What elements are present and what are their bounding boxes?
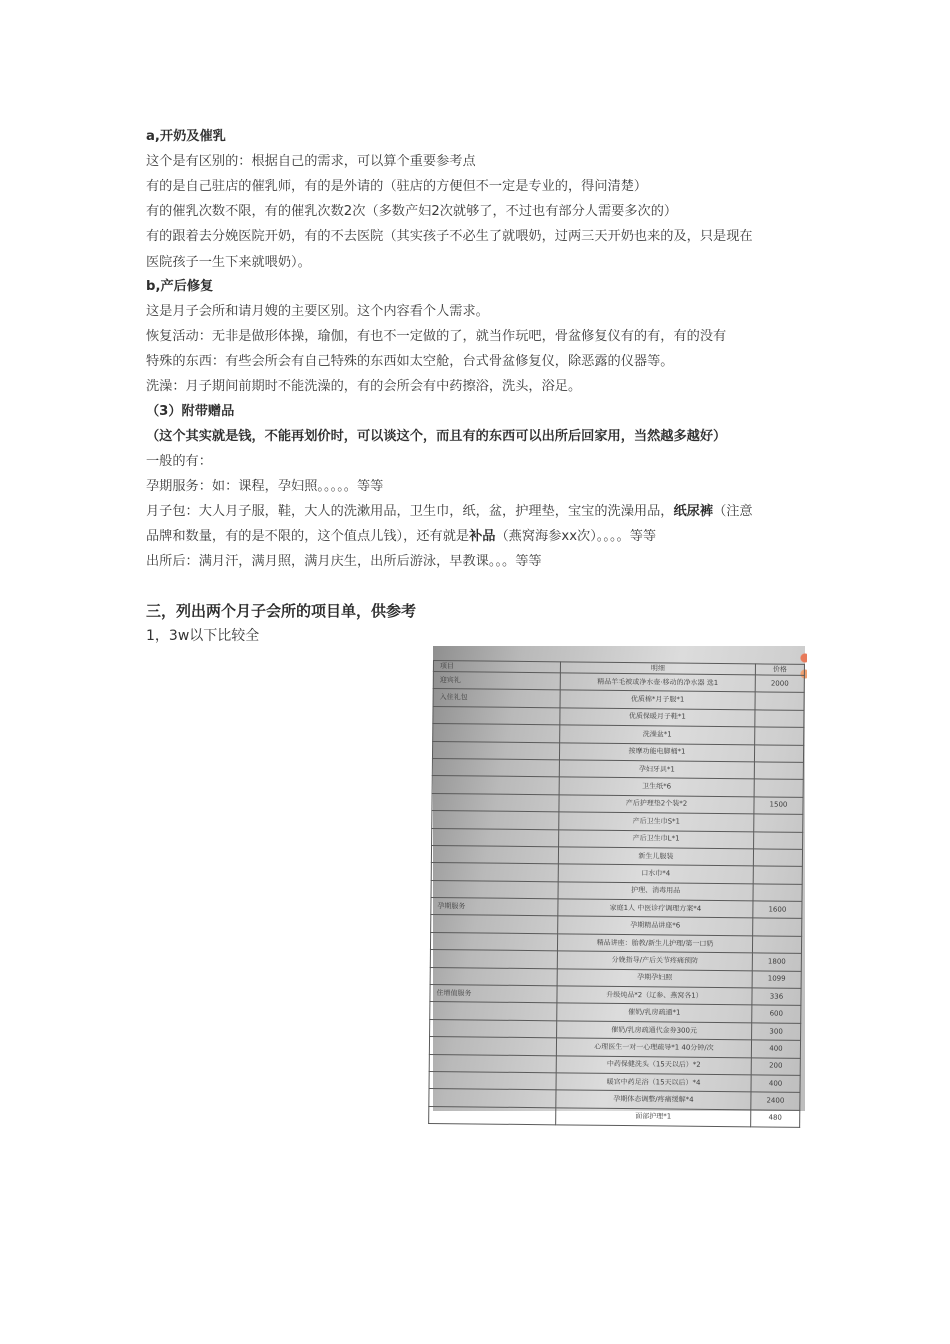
table-cell-cat [431,845,558,864]
paragraph-line [146,152,476,172]
table-cell-cat [432,828,559,847]
line-text: 这个是有区别的：根据自己的需求，可以算个重要参考点 [146,154,476,169]
table-cell-price [754,814,803,832]
table-cell-cat [429,1106,556,1125]
table-cell-price [755,692,804,710]
table-cell-cat: 孕期服务 [431,898,558,917]
table-cell-item: 暖宫中药足浴（15天以后）*4 [556,1073,751,1092]
line-text: （3）附带赠品 [146,404,235,419]
paragraph-line [146,327,726,347]
line-text: 月子包：大人月子服，鞋，大人的洗漱用品，卫生巾，纸，盆，护理垫，宝宝的洗澡用品， [146,504,674,519]
emphasis-text: 纸尿裤 [673,504,714,519]
paragraph-line [146,502,753,522]
table-cell-price: 1500 [754,797,803,815]
table-cell-price: 600 [752,1005,801,1023]
paragraph-line [146,377,581,397]
table-cell-price: 300 [752,1023,801,1041]
heading-line [146,427,726,447]
subheading: 1，3w以下比较全 [146,628,260,644]
table-cell-price: 200 [751,1057,800,1075]
table-cell-cat [430,967,557,986]
table-cell-cat [431,880,558,899]
heading-line [146,127,226,147]
line-text: 有的是自己驻店的催乳师，有的是外请的（驻店的方便但不一定是专业的，得问清楚） [146,179,648,194]
table-row [429,1106,800,1127]
table-cell-item: 产后卫生巾L*1 [559,829,754,848]
paragraph-line [146,253,311,273]
paragraph-line [146,527,656,547]
table-cell-price: 480 [751,1110,800,1128]
table-cell-price: 400 [751,1075,800,1093]
table-cell-price: 1800 [752,953,801,971]
table-cell-price: 1600 [753,901,802,919]
table-cell-cat [432,793,559,812]
paragraph-line [146,477,383,497]
table-cell-cat [433,724,560,743]
table-cell-item: 孕期体态调整/疼痛缓解*4 [556,1090,751,1109]
table-cell-cat [433,706,560,725]
table-cell-item: 分娩指导/产后关节疼痛预防 [557,951,752,970]
table-cell-price [752,936,801,954]
table-cell-item: 按摩功能电脚桶*1 [559,742,754,761]
table-cell-price: 2400 [751,1092,800,1110]
table-cell-price [755,727,804,745]
table-cell-cat: 住增值服务 [430,985,557,1004]
table-cell-cat [430,1019,557,1038]
table-cell-price: 1099 [752,971,801,989]
line-text: 有的催乳次数不限，有的催乳次数2次（多数产妇2次就够了，不过也有部分人需要多次的） [146,204,678,219]
table-cell-item: 护理、消毒用品 [558,882,753,901]
heading-line [146,402,234,422]
table-cell-price [754,744,803,762]
line-text: 特殊的东西：有些会所会有自己特殊的东西如太空舱，台式骨盆修复仪，除恶露的仪器等。 [146,354,674,369]
table-cell-cat [430,950,557,969]
section-title: 三，列出两个月子会所的项目单，供参考 [146,602,417,620]
table-cell-item: 中药保健洗头（15天以后）*2 [556,1055,751,1074]
table-cell-item: 产后卫生巾S*1 [559,812,754,831]
table-cell-item: 优质保暖月子鞋*1 [560,708,755,727]
table-cell-cat [429,1037,556,1056]
table-cell-price: 336 [752,988,801,1006]
table-cell-item: 优质棉*月子服*1 [560,690,755,709]
table-cell-price [753,849,802,867]
emphasis-text: 补品 [469,529,496,544]
line-text-tail: （燕窝海参xx次）。。。。等等 [495,529,657,544]
table-cell-cat [432,741,559,760]
table-cell-item: 精品讲座：胎教/新生儿护理/第一口奶 [557,934,752,953]
table-header-cell: 价格 [755,664,804,676]
paragraph-line [146,177,647,197]
table-cell-item: 催奶/乳房疏通代金券300元 [557,1021,752,1040]
heading-line [146,277,213,297]
table-cell-cat [431,863,558,882]
table-cell-cat: 迎宾礼 [433,672,560,691]
table-cell-item: 家庭1人 中医诊疗调理方案*4 [558,899,753,918]
table-cell-price [753,884,802,902]
line-text: （这个其实就是钱，不能再划价时，可以谈这个，而且有的东西可以出所后回家用，当然越多越好） [146,429,727,444]
table-header-cell: 明细 [560,662,755,675]
paragraph-line [146,202,677,222]
table-cell-price [754,779,803,797]
table-cell-item: 催奶/乳房疏通*1 [557,1003,752,1022]
paragraph-line [146,352,674,372]
table-cell-price [754,762,803,780]
table-cell-price [754,831,803,849]
line-text: 恢复活动：无非是做形体操，瑜伽，有也不一定做的了，就当作玩吧，骨盆修复仪有的有，有的没有 [146,329,727,344]
table-cell-item: 精品羊毛被或净水壶·移动的净水器 选1 [560,673,755,692]
table-cell-item: 孕期孕妇照 [557,968,752,987]
table-cell-cat [430,932,557,951]
table-cell-item: 产后护理垫2个装*2 [559,795,754,814]
table-cell-cat [429,1089,556,1108]
table-cell-item: 孕期精品讲座*6 [558,916,753,935]
table-cell-item: 心理医生一对一心理疏导*1 40分钟/次 [556,1038,751,1057]
table-cell-cat [432,776,559,795]
table-cell-item: 升级炖品*2（辽参、燕窝各1） [557,986,752,1005]
table-cell-cat [430,1002,557,1021]
line-text: b,产后修复 [146,279,214,294]
table-cell-price: 2000 [755,675,804,693]
table-header-cell: 项目 [433,661,560,673]
line-text: 医院孩子一生下来就喂奶）。 [146,255,311,270]
paragraph-line [146,227,753,247]
table-cell-item: 洗澡盆*1 [560,725,755,744]
table-cell-item: 孕妇牙具*1 [559,760,754,779]
table-cell-price [753,866,802,884]
line-text: 出所后：满月汗，满月照，满月庆生，出所后游泳，早教课。。。等等 [146,554,542,569]
table-cell-cat [432,811,559,830]
paragraph-line [146,302,489,322]
table-cell-cat [429,1071,556,1090]
line-text: 这是月子会所和请月嫂的主要区别。这个内容看个人需求。 [146,304,489,319]
line-text: a,开奶及催乳 [146,129,226,144]
table-cell-cat: 入住礼包 [433,689,560,708]
paragraph-line [146,452,212,472]
price-list-table [428,660,805,1128]
table-cell-cat [432,758,559,777]
table-cell-cat [429,1054,556,1073]
table-cell-price [753,918,802,936]
table-cell-cat [431,915,558,934]
table-cell-item: 口水巾*4 [558,864,753,883]
table-cell-price: 400 [751,1040,800,1058]
table-cell-item: 面部护理*1 [556,1108,751,1127]
table-cell-item: 卫生纸*6 [559,777,754,796]
line-text: 洗澡：月子期间前期时不能洗澡的，有的会所会有中药擦浴，洗头，浴足。 [146,379,582,394]
line-text: 品牌和数量，有的是不限的，这个值点儿钱），还有就是 [146,529,470,544]
table-cell-price [755,710,804,728]
line-text: 一般的有： [146,454,212,469]
line-text: 孕期服务：如：课程，孕妇照。。。。。等等 [146,479,384,494]
paragraph-line [146,552,542,572]
line-text: 有的跟着去分娩医院开奶，有的不去医院（其实孩子不必生了就喂奶，过两三天开奶也来的及，只是现在 [146,229,753,244]
line-text-tail: （注意 [713,504,753,519]
price-list-photo [433,646,805,1123]
table-cell-item: 新生儿服装 [558,847,753,866]
